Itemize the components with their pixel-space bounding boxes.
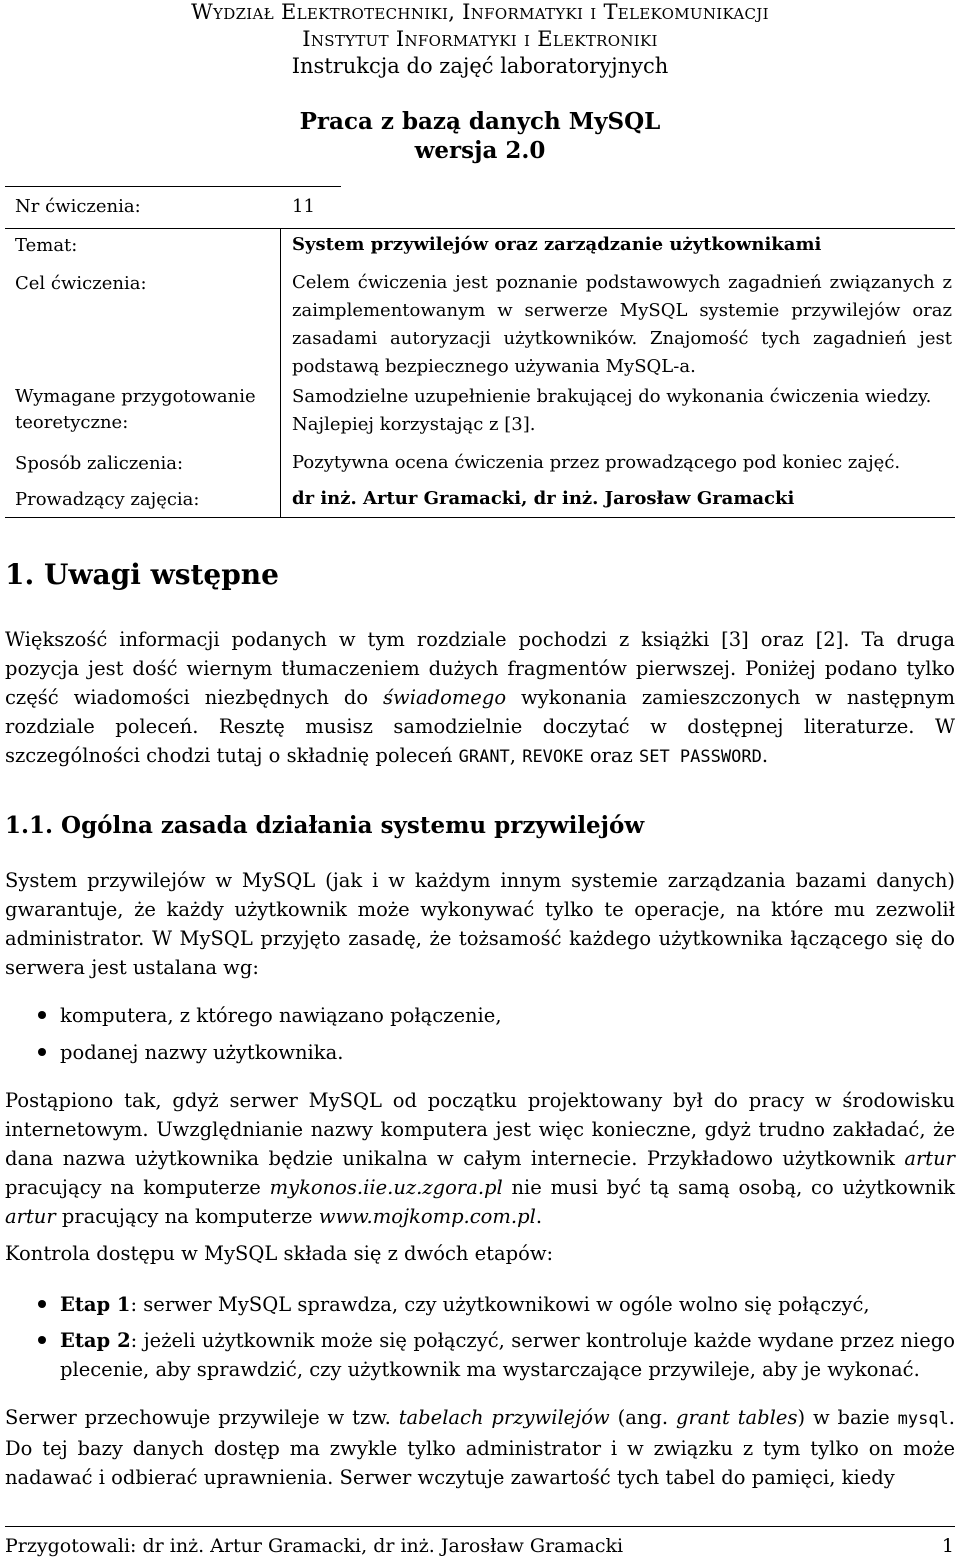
instructor-label: Prowadzący zajęcia: — [15, 489, 200, 510]
instructor-value: dr inż. Artur Gramacki, dr inż. Jarosław Gramacki — [292, 488, 795, 509]
section1-paragraph: Większość informacji podanych w tym rozdziale pochodzi z książki [3] oraz [2]. Ta druga pozycja jest dość wiernym tłumaczeniem dużych fragmentów pierwszej. Poniżej podano tylko część wiadomości niezbędnych do świadomego wykonania zamieszczonych w następnym rozdziale poleceń. Resztę musisz samodzielnie doczytać w dostępnej literaturze. W szczególności chodzi tutaj o składnię poleceń GRANT, REVOKE oraz SET PASSWORD. — [5, 628, 955, 767]
stage1-label: Etap 1 — [60, 1293, 131, 1316]
subsection-paragraph-3: Kontrola dostępu w MySQL składa się z dwóch etapów: — [5, 1242, 554, 1265]
nr-value: 11 — [292, 196, 315, 217]
prep-label-line1 — [15, 383, 270, 410]
grading-label: Sposób zaliczenia: — [15, 453, 184, 474]
prep-label-text: Wymagane przygotowanie — [15, 386, 256, 407]
topic-value: System przywilejów oraz zarządzanie użytkownikami — [292, 234, 822, 255]
document-title: Praca z bazą danych MySQL — [299, 108, 661, 135]
nr-label: Nr ćwiczenia: — [15, 196, 141, 217]
database-name: mysql — [897, 1409, 949, 1429]
command-grant: GRANT — [458, 747, 510, 767]
prep-label-line2: teoretyczne: — [15, 412, 129, 433]
bullet-icon — [38, 1336, 46, 1344]
subsection-paragraph-2: Postąpiono tak, gdyż serwer MySQL od początku projektowany był do pracy w środowisku internetowym. Uwzględnianie nazwy komputera jest więc konieczne, gdyż trudno zakładać, że dana nazwa użytkownika będzie unikalna w całym internecie. Przykładowo użytkownik artur pracujący na komputerze mykonos.iie.uz.zgora.pl nie musi być tą samą osobą, co użytkownik artur pracujący na komputerze www.mojkomp.com.pl. — [5, 1089, 955, 1228]
command-revoke: REVOKE — [522, 747, 584, 767]
bullet-icon — [38, 1048, 46, 1056]
institute-name: Instytut Informatyki i Elektroniki — [302, 27, 658, 51]
command-set-password: SET PASSWORD — [638, 747, 762, 767]
table-rule — [5, 517, 955, 518]
subsection-paragraph-1: System przywilejów w MySQL (jak i w każdym innym systemie zarządzania bazami danych) gwarantuje, że każdy użytkownik może wykonywać tylko te operacje, na które mu zezwolił administrator. W MySQL przyjęto zasadę, że tożsamość każdego użytkownika łączącego się do serwera jest ustalana wg: — [5, 869, 955, 979]
grading-value: Pozytywna ocena ćwiczenia przez prowadzącego pod koniec zajęć. — [292, 452, 901, 473]
stage2-label: Etap 2 — [60, 1329, 131, 1352]
section-heading: 1. Uwagi wstępne — [5, 558, 279, 591]
table-rule — [5, 186, 341, 187]
prep-value: Samodzielne uzupełnienie brakującej do wykonania ćwiczenia wiedzy. Najlepiej korzystając z [3]. — [292, 386, 932, 435]
footer-rule — [5, 1526, 955, 1527]
table-rule — [5, 228, 955, 229]
bullet-icon — [38, 1300, 46, 1308]
faculty-name: Wydział Elektrotechniki, Informatyki i Telekomunikacji — [191, 0, 769, 24]
goal-label: Cel ćwiczenia: — [15, 273, 147, 294]
bullet-icon — [38, 1011, 46, 1019]
instruction-line: Instrukcja do zajęć laboratoryjnych — [291, 54, 669, 78]
subsection-heading: 1.1. Ogólna zasada działania systemu przywilejów — [5, 812, 645, 839]
table-divider — [280, 228, 281, 518]
goal-value: Celem ćwiczenia jest poznanie podstawowych zagadnień związanych z zaimplementowanym w serwerze MySQL systemie przywilejów oraz zasadami autoryzacji użytkowników. Znajomość tych zagadnień jest podstawą bezpiecznego używania MySQL-a. — [292, 272, 952, 377]
footer-authors: Przygotowali: dr inż. Artur Gramacki, dr inż. Jarosław Gramacki — [5, 1535, 624, 1557]
topic-label: Temat: — [15, 235, 78, 256]
subsection-paragraph-4: Serwer przechowuje przywileje w tzw. tabelach przywilejów (ang. grant tables) w bazie mysql. Do tej bazy danych dostęp ma zwykle tylko administrator i w związku z tym tylko on może nadawać i odbierać uprawnienia. Serwer wczytuje zawartość tych tabel do pamięci, kiedy — [5, 1406, 955, 1489]
page-number: 1 — [941, 1535, 954, 1557]
document-version: wersja 2.0 — [414, 137, 546, 164]
